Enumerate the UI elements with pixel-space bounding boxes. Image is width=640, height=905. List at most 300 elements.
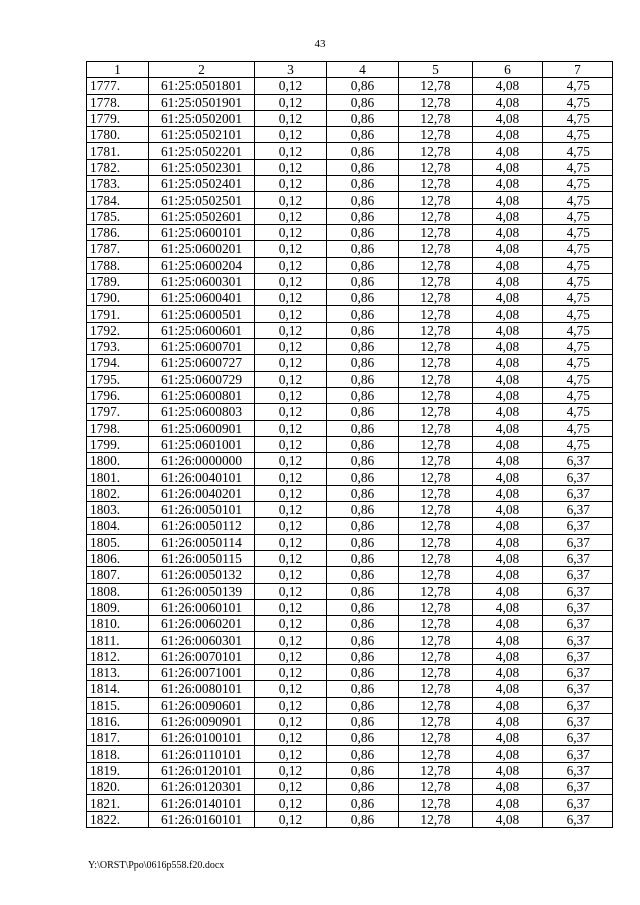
table-cell: 0,12 [255,306,327,322]
table-cell: 0,86 [327,485,399,501]
table-cell: 4,75 [543,176,613,192]
table-cell: 4,75 [543,355,613,371]
table-cell: 12,78 [399,159,473,175]
table-cell: 1789. [87,273,149,289]
header-cell: 5 [399,62,473,78]
table-cell: 1791. [87,306,149,322]
header-cell: 3 [255,62,327,78]
table-row [87,371,613,387]
table-cell: 1784. [87,192,149,208]
table-cell: 61:25:0600803 [149,404,255,420]
table-cell: 12,78 [399,436,473,452]
table-cell: 61:25:0600401 [149,290,255,306]
table-cell: 0,86 [327,257,399,273]
table-cell: 0,86 [327,208,399,224]
table-row [87,599,613,615]
table-cell: 4,75 [543,208,613,224]
table-cell: 4,08 [473,371,543,387]
table-cell: 4,75 [543,143,613,159]
table-cell: 1821. [87,795,149,811]
table-cell: 6,37 [543,795,613,811]
table-cell: 1777. [87,78,149,94]
table-cell: 0,86 [327,420,399,436]
table-row [87,355,613,371]
table-cell: 0,12 [255,681,327,697]
table-cell: 6,37 [543,583,613,599]
table-cell: 4,08 [473,681,543,697]
table-cell: 0,86 [327,762,399,778]
table-cell: 61:25:0502201 [149,143,255,159]
table-cell: 61:26:0050115 [149,550,255,566]
table-cell: 1818. [87,746,149,762]
table-cell: 0,12 [255,78,327,94]
table-cell: 0,86 [327,567,399,583]
table-cell: 61:26:0160101 [149,811,255,827]
table-cell: 0,86 [327,632,399,648]
table-row [87,713,613,729]
table-cell: 61:26:0110101 [149,746,255,762]
table-cell: 4,75 [543,192,613,208]
table-cell: 0,12 [255,241,327,257]
table-row [87,387,613,403]
table-cell: 1782. [87,159,149,175]
table-cell: 0,12 [255,730,327,746]
table-cell: 61:25:0502401 [149,176,255,192]
table-cell: 0,86 [327,273,399,289]
table-cell: 1820. [87,779,149,795]
table-row [87,485,613,501]
table-cell: 0,12 [255,502,327,518]
table-row [87,583,613,599]
table-row [87,746,613,762]
table-cell: 0,12 [255,713,327,729]
table-row [87,420,613,436]
table-cell: 12,78 [399,371,473,387]
table-cell: 61:25:0502301 [149,159,255,175]
page-number: 43 [314,38,326,50]
table-cell: 61:26:0050114 [149,534,255,550]
table-cell: 6,37 [543,550,613,566]
table-cell: 1819. [87,762,149,778]
table-cell: 4,75 [543,436,613,452]
table-row [87,681,613,697]
table-cell: 61:25:0600101 [149,224,255,240]
table-cell: 0,86 [327,290,399,306]
table-cell: 6,37 [543,779,613,795]
table-row [87,469,613,485]
table-cell: 1796. [87,387,149,403]
table-cell: 6,37 [543,469,613,485]
table-cell: 61:26:0050139 [149,583,255,599]
table-cell: 0,12 [255,127,327,143]
table-cell: 4,08 [473,241,543,257]
table-cell: 12,78 [399,241,473,257]
table-cell: 1805. [87,534,149,550]
header-cell: 1 [87,62,149,78]
table-row [87,730,613,746]
table-cell: 12,78 [399,143,473,159]
table-cell: 0,86 [327,713,399,729]
table-cell: 4,08 [473,762,543,778]
table-cell: 0,12 [255,371,327,387]
table-cell: 0,86 [327,518,399,534]
table-cell: 4,08 [473,746,543,762]
table-cell: 4,08 [473,127,543,143]
table-cell: 0,86 [327,143,399,159]
table-cell: 12,78 [399,534,473,550]
table-cell: 4,08 [473,78,543,94]
table-row [87,779,613,795]
table-row [87,697,613,713]
table-cell: 1814. [87,681,149,697]
table-cell: 1779. [87,110,149,126]
table-cell: 61:26:0050132 [149,567,255,583]
table-cell: 4,08 [473,664,543,680]
table-cell: 1795. [87,371,149,387]
table-cell: 1822. [87,811,149,827]
table-cell: 4,08 [473,420,543,436]
table-cell: 0,12 [255,143,327,159]
table-cell: 12,78 [399,567,473,583]
table-row [87,306,613,322]
table-cell: 4,75 [543,306,613,322]
table-cell: 61:25:0600301 [149,273,255,289]
table-row [87,550,613,566]
table-cell: 1797. [87,404,149,420]
table-cell: 4,08 [473,534,543,550]
table-row [87,143,613,159]
table-row [87,257,613,273]
table-cell: 0,86 [327,648,399,664]
table-cell: 4,08 [473,176,543,192]
table-cell: 12,78 [399,502,473,518]
table-row [87,78,613,94]
table-cell: 12,78 [399,616,473,632]
table-row [87,795,613,811]
table-cell: 4,08 [473,322,543,338]
table-cell: 1798. [87,420,149,436]
table-cell: 61:25:0601001 [149,436,255,452]
table-cell: 0,12 [255,208,327,224]
table-cell: 0,12 [255,322,327,338]
table-cell: 1801. [87,469,149,485]
table-cell: 61:26:0040201 [149,485,255,501]
table-cell: 6,37 [543,811,613,827]
table-cell: 12,78 [399,257,473,273]
data-table [86,61,613,828]
table-cell: 0,12 [255,420,327,436]
table-cell: 4,08 [473,713,543,729]
table-row [87,616,613,632]
table-cell: 0,12 [255,779,327,795]
table-row [87,241,613,257]
table-cell: 12,78 [399,94,473,110]
table-cell: 1793. [87,339,149,355]
table-cell: 4,75 [543,371,613,387]
table-cell: 4,75 [543,224,613,240]
table-cell: 1810. [87,616,149,632]
table-cell: 61:26:0070101 [149,648,255,664]
table-cell: 0,12 [255,697,327,713]
table-cell: 6,37 [543,713,613,729]
table-cell: 6,37 [543,664,613,680]
table-cell: 0,86 [327,779,399,795]
table-cell: 12,78 [399,583,473,599]
table-cell: 12,78 [399,420,473,436]
header-row [87,62,613,78]
table-cell: 4,08 [473,339,543,355]
table-cell: 0,12 [255,436,327,452]
table-cell: 12,78 [399,632,473,648]
table-cell: 0,86 [327,159,399,175]
table-cell: 0,86 [327,355,399,371]
table-cell: 4,08 [473,485,543,501]
table-cell: 0,12 [255,453,327,469]
table-cell: 4,08 [473,159,543,175]
table-cell: 0,86 [327,746,399,762]
table-cell: 0,12 [255,648,327,664]
table-cell: 6,37 [543,697,613,713]
table-cell: 0,12 [255,567,327,583]
table-cell: 0,86 [327,697,399,713]
table-cell: 0,86 [327,616,399,632]
table-cell: 0,86 [327,224,399,240]
table-cell: 0,12 [255,94,327,110]
table-cell: 0,86 [327,795,399,811]
table-cell: 0,86 [327,599,399,615]
table-cell: 12,78 [399,681,473,697]
table-cell: 4,75 [543,127,613,143]
table-row [87,290,613,306]
table-cell: 0,86 [327,583,399,599]
table-cell: 0,86 [327,110,399,126]
table-cell: 61:26:0050101 [149,502,255,518]
table-cell: 12,78 [399,599,473,615]
table-cell: 4,08 [473,192,543,208]
table-row [87,453,613,469]
table-cell: 0,86 [327,534,399,550]
table-cell: 12,78 [399,306,473,322]
table-cell: 4,08 [473,469,543,485]
table-cell: 0,12 [255,599,327,615]
table-cell: 6,37 [543,648,613,664]
table-cell: 1790. [87,290,149,306]
table-cell: 4,08 [473,355,543,371]
table-cell: 0,86 [327,192,399,208]
table-cell: 12,78 [399,387,473,403]
table-cell: 4,08 [473,273,543,289]
table-cell: 0,86 [327,176,399,192]
table-cell: 1780. [87,127,149,143]
table-cell: 0,86 [327,339,399,355]
table-row [87,127,613,143]
table-cell: 0,12 [255,632,327,648]
table-cell: 61:25:0600501 [149,306,255,322]
table-cell: 1807. [87,567,149,583]
table-cell: 1811. [87,632,149,648]
table-row [87,404,613,420]
table-cell: 61:25:0600727 [149,355,255,371]
table-row [87,664,613,680]
table-cell: 4,08 [473,502,543,518]
table-cell: 4,08 [473,550,543,566]
table-cell: 61:25:0600201 [149,241,255,257]
table-cell: 1778. [87,94,149,110]
table-cell: 0,86 [327,730,399,746]
table-cell: 0,86 [327,94,399,110]
table-cell: 0,12 [255,192,327,208]
table-cell: 0,86 [327,127,399,143]
table-cell: 12,78 [399,811,473,827]
table-cell: 12,78 [399,469,473,485]
table-cell: 1813. [87,664,149,680]
table-cell: 4,75 [543,290,613,306]
header-cell: 6 [473,62,543,78]
table-cell: 4,08 [473,436,543,452]
table-cell: 61:25:0600901 [149,420,255,436]
table-cell: 4,75 [543,159,613,175]
table-cell: 1816. [87,713,149,729]
table-cell: 4,75 [543,241,613,257]
table-cell: 61:25:0502101 [149,127,255,143]
table-cell: 61:25:0502001 [149,110,255,126]
table-cell: 4,75 [543,387,613,403]
table-cell: 4,08 [473,387,543,403]
table-cell: 6,37 [543,599,613,615]
table-cell: 0,86 [327,453,399,469]
table-cell: 0,12 [255,355,327,371]
table-cell: 0,12 [255,795,327,811]
table-cell: 0,12 [255,290,327,306]
table-cell: 0,12 [255,664,327,680]
table-cell: 12,78 [399,404,473,420]
table-cell: 0,86 [327,241,399,257]
table-cell: 12,78 [399,355,473,371]
table-cell: 12,78 [399,192,473,208]
table-cell: 4,08 [473,306,543,322]
table-cell: 0,12 [255,257,327,273]
table-cell: 12,78 [399,697,473,713]
table-cell: 6,37 [543,453,613,469]
table-cell: 6,37 [543,616,613,632]
table-cell: 4,75 [543,110,613,126]
table-cell: 12,78 [399,485,473,501]
table-cell: 61:25:0502601 [149,208,255,224]
table-cell: 1812. [87,648,149,664]
table-cell: 4,08 [473,795,543,811]
table-cell: 4,75 [543,404,613,420]
table-row [87,208,613,224]
table-cell: 1808. [87,583,149,599]
table-cell: 61:25:0501801 [149,78,255,94]
table-cell: 4,08 [473,648,543,664]
table-cell: 4,75 [543,94,613,110]
table-cell: 12,78 [399,795,473,811]
table-cell: 61:25:0600204 [149,257,255,273]
table-cell: 4,75 [543,420,613,436]
table-cell: 0,86 [327,436,399,452]
table-cell: 12,78 [399,730,473,746]
table-cell: 4,08 [473,616,543,632]
table-cell: 1809. [87,599,149,615]
table-cell: 4,08 [473,811,543,827]
header-cell: 2 [149,62,255,78]
table-cell: 6,37 [543,746,613,762]
table-cell: 1794. [87,355,149,371]
table-cell: 0,12 [255,176,327,192]
table-cell: 12,78 [399,127,473,143]
table-cell: 4,08 [473,224,543,240]
table-cell: 1799. [87,436,149,452]
table-cell: 4,08 [473,290,543,306]
table-cell: 12,78 [399,746,473,762]
table-cell: 61:26:0060101 [149,599,255,615]
table-cell: 4,08 [473,143,543,159]
table-row [87,159,613,175]
table-cell: 0,12 [255,339,327,355]
footer-file-path: Y:\ORST\Ppo\0616p558.f20.docx [88,860,225,871]
table-cell: 0,86 [327,681,399,697]
table-row [87,224,613,240]
table-row [87,502,613,518]
table-cell: 61:25:0600729 [149,371,255,387]
table-cell: 4,08 [473,567,543,583]
table-cell: 0,86 [327,306,399,322]
table-cell: 1785. [87,208,149,224]
table-cell: 6,37 [543,567,613,583]
table-row [87,567,613,583]
table-cell: 0,12 [255,387,327,403]
table-cell: 12,78 [399,290,473,306]
table-cell: 6,37 [543,485,613,501]
table-cell: 0,86 [327,550,399,566]
table-cell: 0,12 [255,550,327,566]
table-cell: 61:26:0080101 [149,681,255,697]
table-cell: 1781. [87,143,149,159]
table-cell: 12,78 [399,550,473,566]
table-cell: 12,78 [399,176,473,192]
table-cell: 4,08 [473,453,543,469]
table-cell: 0,12 [255,469,327,485]
table-row [87,632,613,648]
table-cell: 61:25:0502501 [149,192,255,208]
table-cell: 6,37 [543,518,613,534]
table-cell: 0,12 [255,811,327,827]
table-cell: 0,86 [327,322,399,338]
table-cell: 61:26:0090601 [149,697,255,713]
table-cell: 4,08 [473,632,543,648]
table-cell: 6,37 [543,762,613,778]
table-cell: 12,78 [399,273,473,289]
table-cell: 0,12 [255,583,327,599]
table-cell: 61:26:0060201 [149,616,255,632]
table-cell: 12,78 [399,110,473,126]
table-cell: 1786. [87,224,149,240]
table-cell: 0,86 [327,387,399,403]
table-cell: 12,78 [399,713,473,729]
table-cell: 6,37 [543,534,613,550]
table-cell: 61:26:0090901 [149,713,255,729]
table-row [87,811,613,827]
table-cell: 1802. [87,485,149,501]
table-cell: 4,75 [543,273,613,289]
table-cell: 4,08 [473,257,543,273]
table-cell: 6,37 [543,681,613,697]
table-cell: 4,08 [473,518,543,534]
table-cell: 4,08 [473,110,543,126]
table-cell: 0,12 [255,762,327,778]
table-row [87,762,613,778]
